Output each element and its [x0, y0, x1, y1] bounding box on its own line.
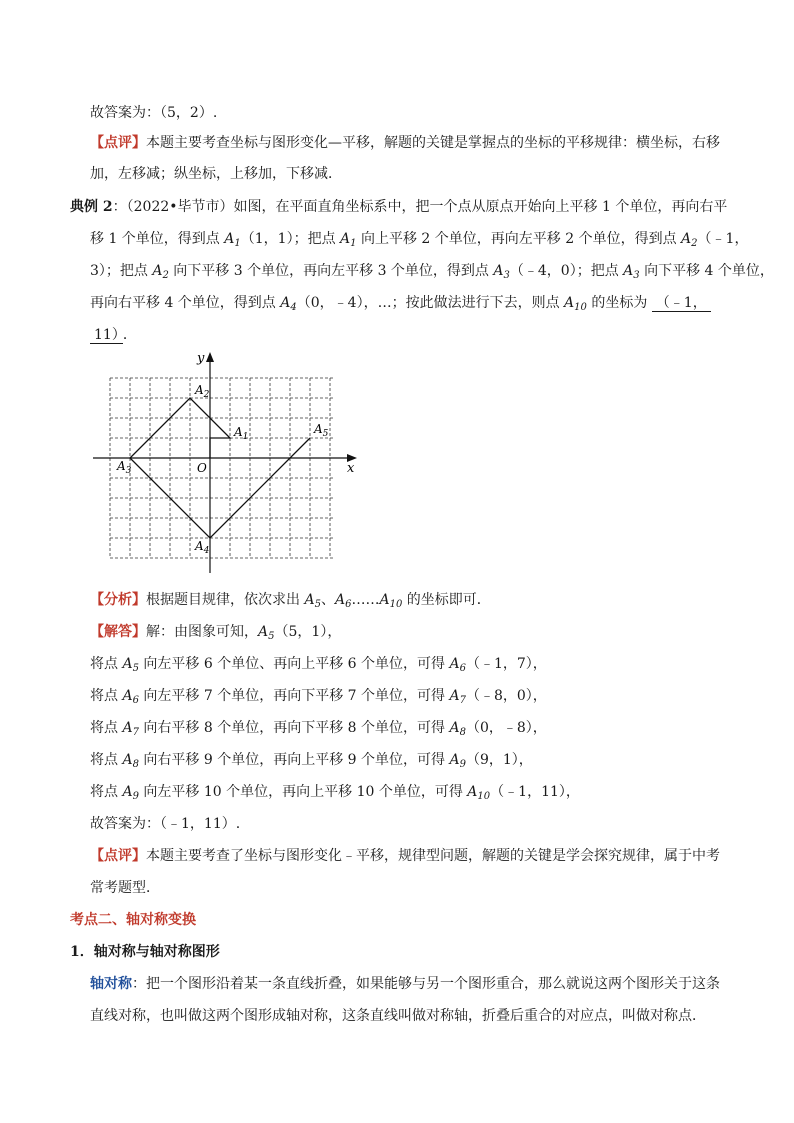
text-seg: （﹣1， [697, 231, 749, 247]
text-seg: ：把一个图形沿着某一条直线折叠，如果能够与另一个图形重合，那么就说这两个图形关于这条 [132, 976, 720, 992]
point-a3: $A_3$ [623, 263, 640, 281]
text-seg: 向下平移 4 个单位， [639, 263, 774, 279]
label-a2: $A_2$ [195, 383, 210, 400]
text-seg: …… [351, 592, 380, 608]
solution-intro [90, 622, 341, 647]
analysis-tag: 【分析】 [90, 592, 146, 608]
point-a10: $A_{10}$ [564, 295, 587, 313]
comment-tag: 【点评】 [90, 135, 146, 151]
text-seg: 3）；把点 [90, 263, 153, 279]
point-a5: $A_5$ [258, 624, 275, 642]
label-a1: $A_1$ [234, 425, 249, 442]
text-seg: 再向右平移 4 个单位，得到点 [90, 295, 281, 311]
comment-line-1 [90, 133, 720, 153]
point-a1: $A_1$ [224, 231, 241, 249]
label-a4: $A_4$ [195, 539, 210, 556]
text-seg: （﹣4，0）；把点 [509, 263, 624, 279]
solution-step: 将点 $A_5$ 向左平移 6 个单位、再向上平移 6 个单位，可得 $A_6(﹣1$，7）， [90, 656, 547, 674]
answer-blank-cont: 11） [90, 327, 123, 344]
comment2-line-1 [90, 846, 720, 866]
text-seg: ． [122, 327, 137, 343]
solution-step: 将点 $A_6$ 向左平移 7 个单位，再向下平移 7 个单位，可得 $A_7(﹣8$，0）， [90, 688, 547, 706]
answer-line: 故答案为：（5，2）. [90, 105, 218, 121]
y-axis-arrow [206, 352, 214, 362]
label-a3: $A_3$ [117, 459, 132, 476]
answer-blank: （﹣1， [652, 295, 711, 312]
x-axis-label: x [347, 461, 355, 476]
text-seg: （1，1）；把点 [240, 231, 341, 247]
origin-label: O [197, 461, 207, 475]
point-a1: $A_1$ [340, 231, 357, 249]
comment-text: 本题主要考查坐标与图形变化—平移，解题的关键是掌握点的坐标的平移规律：横坐标，右移 [146, 135, 720, 151]
coordinate-figure [85, 348, 370, 578]
analysis-line [90, 590, 491, 615]
label-a5: $A_5$ [314, 422, 329, 439]
point-a10: $A_{10}$ [379, 592, 403, 610]
example-line-4 [90, 293, 711, 318]
point-a4: $A_4$ [280, 295, 297, 313]
text-seg: 的坐标即可． [402, 592, 491, 608]
grid [110, 378, 335, 558]
point-a6: $A_6$ [334, 592, 352, 610]
text-seg: （5，1）， [274, 624, 342, 640]
solution-step: 将点 $A_9$ 向左平移 10 个单位，再向上平移 10 个单位，可得 $A_{10}(﹣1$，11）， [90, 784, 580, 802]
example-line-5 [90, 325, 137, 345]
example-text: ：（2022•毕节市）如图，在平面直角坐标系中，把一个点从原点开始向上平移 1 个单位，再向右平 [112, 199, 728, 215]
point-a2: $A_2$ [152, 263, 169, 281]
comment2-tag: 【点评】 [90, 848, 146, 864]
point-a5: $A_5$ [304, 592, 321, 610]
text-seg: 向上平移 2 个单位，再向左平移 2 个单位，得到点 [356, 231, 682, 247]
subsection-title: 1．轴对称与轴对称图形 [70, 944, 220, 960]
text-seg: 、 [320, 592, 335, 608]
solution-step: 将点 $A_8$ 向右平移 9 个单位，再向上平移 9 个单位，可得 $A_9(9$，1）， [90, 752, 533, 770]
axes [93, 356, 353, 573]
example-line-3 [90, 261, 774, 286]
solution-final: 故答案为：（﹣1，11）. [90, 816, 241, 832]
path-line [130, 398, 310, 538]
text-seg: 根据题目规律，依次求出 [146, 592, 305, 608]
definition-line-1 [90, 974, 720, 994]
example-line-2 [90, 229, 748, 254]
definition-line-2: 直线对称，也叫做这两个图形成轴对称，这条直线叫做对称轴，折叠后重合的对应点，叫做对称点． [90, 1008, 706, 1024]
point-a2: $A_2$ [681, 231, 698, 249]
example-line-1 [70, 197, 727, 217]
solution-tag: 【解答】 [90, 624, 146, 640]
text-seg: 向下平移 3 个单位，再向左平移 3 个单位，得到点 [168, 263, 494, 279]
solution-step: 将点 $A_7$ 向右平移 8 个单位，再向下平移 8 个单位，可得 $A_8(0$，﹣8）， [90, 720, 547, 738]
comment2-line-2: 常考题型． [90, 880, 160, 896]
text-seg: 解：由图象可知， [146, 624, 258, 640]
text-seg: 移 1 个单位，得到点 [90, 231, 225, 247]
text-seg: 本题主要考查了坐标与图形变化﹣平移，规律型问题，解题的关键是学会探究规律，属于中考 [146, 848, 720, 864]
section-title: 考点二、轴对称变换 [70, 912, 196, 928]
text-seg: 的坐标为 [586, 295, 652, 311]
comment-line-2: 加，左移减；纵坐标，上移加，下移减． [90, 166, 342, 182]
point-a3: $A_3$ [493, 263, 510, 281]
y-axis-label: y [197, 351, 205, 366]
text-seg: （0，﹣4），…；按此做法进行下去，则点 [296, 295, 565, 311]
term-axial-symmetry: 轴对称 [90, 976, 132, 992]
example-label: 典例 2 [70, 199, 113, 215]
